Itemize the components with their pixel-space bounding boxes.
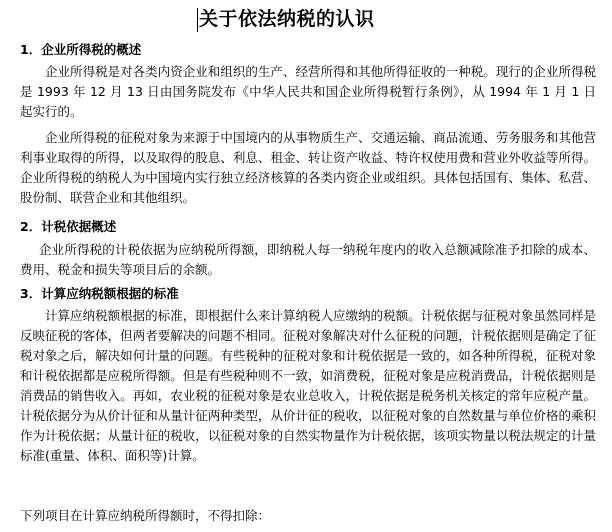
section-heading-2: 2．计税依据概述 (20, 219, 117, 234)
text-cursor (197, 8, 198, 32)
section-1-paragraph-2: 企业所得税的征税对象为来源于中国境内的从事物质生产、交通运输、商品流通、劳务服务和其他营利事业取得的所得，以及取得的股息、利息、租金、转让资产收益、特许权使用费和营业外收益等所得。企业所得税的纳税人为中国境内实行独立经济核算的各类内资企业或组织。具体包括国有、集体、私营、股份制、联营企业和其他组织。 (20, 130, 596, 205)
section-heading-3: 3．计算应纳税额根据的标准 (20, 286, 179, 301)
section-3-paragraph-1: 计算应纳税额根据的标准，即根据什么来计算纳税人应缴纳的税额。计税依据与征税对象虽然同样是反映征税的客体，但两者要解决的问题不相同。征税对象解决对什么征税的问题，计税依据则是确定了征税对象之后，解决如何计量的问题。有些税种的征税对象和计税依据是一致的，如各种所得税，征税对象和计税依据都是应税所得额。但是有些税种则不一致，如消费税，征税对象是应税消费品，计税依据则是消费品的销售收入。再如，农业税的征税对象是农业总收入，计税依据是税务机关核定的常年应税产量。计税依据分为从价计征和从量计征两种类型，从价计征的税收，以征税对象的自然数量与单位价格的乘积作为计税依据；从量计征的税收，以征税对象的自然实物量作为计税依据，该项实物量以税法规定的计量标准(重量、体积、面积等)计算。 (20, 308, 596, 463)
section-1-paragraph-1: 企业所得税是对各类内资企业和组织的生产、经营所得和其他所得征收的一种税。现行的企业所得税是 1993 年 12 月 13 日由国务院发布《中华人民共和国企业所得税暂行条例》，从 1994 年 1 月 1 日起实行的。 (20, 64, 596, 119)
section-heading-1: 1．企业所得税的概述 (20, 42, 142, 57)
document-title: 关于依法纳税的认识 (199, 8, 375, 30)
section-2-paragraph-1: 企业所得税的计税依据为应纳税所得额，即纳税人每一纳税年度内的收入总额减除准予扣除的成本、费用、税金和损失等项目后的余额。 (20, 242, 596, 277)
trailing-line: 下列项目在计算应纳税所得额时，不得扣除： (20, 508, 271, 523)
